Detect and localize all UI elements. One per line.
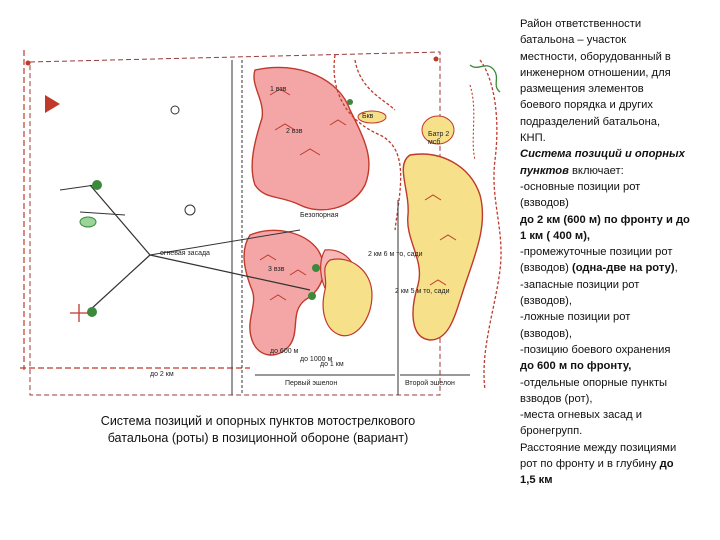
command-line-2	[90, 255, 150, 310]
text-line: -отдельные опорные пункты	[520, 376, 668, 389]
text-line	[520, 456, 716, 472]
text-line: (взводов)	[520, 197, 569, 210]
trench-line-3	[480, 60, 501, 390]
text-emphasis: пунктов	[520, 164, 569, 177]
text-line: подразделений батальона,	[520, 115, 661, 128]
north-marker	[26, 61, 31, 66]
north-marker-2	[434, 57, 439, 62]
text-line: местности, оборудованный в	[520, 50, 671, 63]
text-span: рот по фронту и в глубину	[520, 458, 660, 471]
map-label-distance-2: 2 км 5 м то, сади	[395, 288, 450, 295]
trench-line-2	[355, 60, 395, 110]
command-line-5	[60, 185, 95, 190]
map-label-distance-1: 2 км 6 м то, сади	[368, 251, 423, 258]
command-post-icon	[185, 205, 195, 215]
text-line	[520, 260, 716, 276]
text-line-bold: до 600 м по фронту,	[520, 360, 632, 373]
text-line-emphasis: Система позиций и опорных	[520, 148, 685, 161]
map-label-platoon-3: 3 взв	[268, 266, 285, 273]
text-bold-span: (одна-две на роту)	[572, 262, 675, 275]
map-label-gap: Безопорная	[300, 212, 339, 219]
text-span: ,	[674, 262, 678, 275]
text-line: -промежуточные позиции рот	[520, 246, 673, 259]
text-span: (взводов)	[520, 262, 572, 275]
map-label-arty: Батр 2 мсб	[428, 131, 450, 146]
text-line: батальона – участок	[520, 34, 627, 47]
map-label-ambush: огневая засада	[160, 250, 210, 257]
yellow-zone-east	[403, 154, 482, 340]
red-target-icon	[45, 95, 60, 113]
map-label-echelon-1: Первый эшелон	[285, 380, 338, 387]
yellow-zone-center	[323, 259, 372, 336]
text-line: взводов (рот),	[520, 392, 593, 405]
text-line: КНП.	[520, 132, 546, 145]
caption-line-2: батальона (роты) в позиционной обороне (вариант)	[107, 431, 409, 445]
text-line: -основные позиции рот	[520, 180, 641, 193]
text-title: Район ответственности	[520, 18, 642, 30]
command-line-6	[80, 212, 125, 215]
green-marker-1	[92, 180, 102, 190]
text-line-bold: до 2 км (600 м) по фронту и до	[520, 213, 690, 226]
text-line-bold: 1 км ( 400 м),	[520, 229, 591, 242]
text-line: Расстояние между позициями	[520, 441, 677, 454]
text-line	[520, 163, 716, 179]
map-label-distance-bottom-2: до 1 км	[320, 361, 344, 368]
green-marker-5	[347, 99, 353, 105]
text-line-bold: 1,5 км	[520, 474, 553, 487]
map-label-front-2: до 600 м	[270, 348, 299, 355]
text-line: бронегрупп.	[520, 425, 583, 438]
map-label-distance-bottom-1: до 2 км	[150, 371, 174, 378]
text-line: -запасные позиции рот	[520, 278, 640, 291]
text-line: -позицию боевого охранения	[520, 343, 671, 356]
green-marker-6	[80, 217, 96, 227]
map-label-platoon-2: 2 взв	[286, 128, 303, 135]
trench-line-4	[470, 85, 475, 160]
map-label-company: Бкв	[362, 113, 374, 120]
caption-line-1: Система позиций и опорных пунктов мотострелкового	[100, 414, 416, 428]
text-line: инженерном отношении, для	[520, 66, 671, 79]
text-line: (взводов),	[520, 295, 572, 308]
text-line: размещения элементов	[520, 83, 644, 96]
map-label-echelon-2: Второй эшелон	[405, 380, 455, 387]
figure-caption	[58, 413, 458, 447]
text-line: -места огневых засад и	[520, 409, 643, 422]
command-line-1	[90, 185, 150, 255]
text-line: (взводов),	[520, 327, 572, 340]
map-label-platoon-1: 1 взв	[270, 86, 287, 93]
green-marker-4	[312, 264, 320, 272]
text-line: боевого порядка и других	[520, 99, 653, 112]
text-line: -ложные позиции рот	[520, 311, 631, 324]
text-span: включает:	[568, 164, 624, 177]
map-label-front: до 1000 м	[300, 356, 333, 363]
green-marker-2	[87, 307, 97, 317]
reserve-icon	[171, 106, 179, 114]
green-marker-3	[308, 292, 316, 300]
description-text	[520, 16, 716, 489]
text-bold-span: до	[659, 458, 674, 471]
